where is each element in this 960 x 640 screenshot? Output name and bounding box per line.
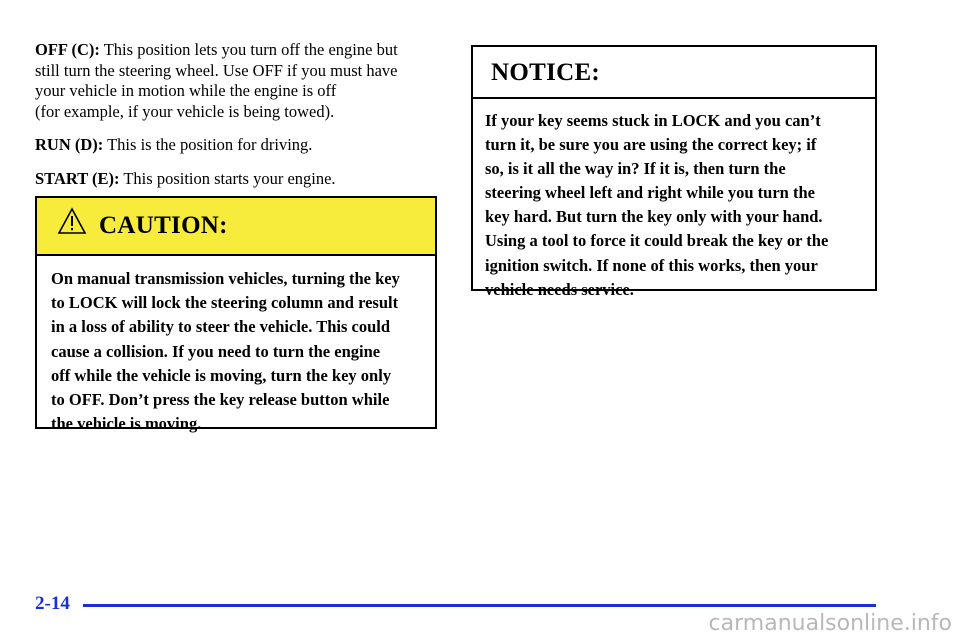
- caution-header: [37, 198, 435, 256]
- run-position-paragraph: RUN (D): This is the position for driving.: [35, 135, 313, 154]
- notice-text: If your key seems stuck in LOCK and you can’t turn it, be sure you are using the correct key; if so, is it all the way in? If it is, then turn the steering wheel left and right while you turn the key hard. But turn the key only with your hand. Using a tool to force it could break the key or the ignition switch. If none of this works, then your vehicle needs service.: [485, 111, 829, 299]
- run-position-label: RUN (D):: [35, 135, 104, 154]
- caution-text: On manual transmission vehicles, turning the key to LOCK will lock the steering column and result in a loss of ability to steer the vehicle. This could cause a collision. If you need to turn the engine off while the vehicle is moving, turn the key only to OFF. Don’t press the key release button while the vehicle is moving.: [51, 269, 400, 434]
- notice-box: [471, 45, 877, 299]
- watermark: carmanualsonline.info: [708, 611, 952, 636]
- caution-title: CAUTION:: [99, 212, 228, 239]
- caution-box: [35, 196, 437, 434]
- left-column: [35, 40, 435, 202]
- off-position-label: OFF (C):: [35, 40, 100, 59]
- notice-header: [473, 47, 875, 99]
- start-position-paragraph: START (E): This position starts your engine.: [35, 168, 336, 188]
- warning-triangle-icon: [57, 207, 87, 235]
- page-number: 2-14: [35, 593, 70, 614]
- start-position-label: START (E):: [35, 168, 120, 188]
- notice-title: NOTICE:: [491, 59, 601, 86]
- footer-rule: [83, 604, 876, 607]
- off-position-paragraph: OFF (C): This position lets you turn off the engine but still turn the steering wheel. Use OFF if you must have your vehicle in motion while the engine is off (for example, if your vehicle is being towed).: [35, 40, 398, 121]
